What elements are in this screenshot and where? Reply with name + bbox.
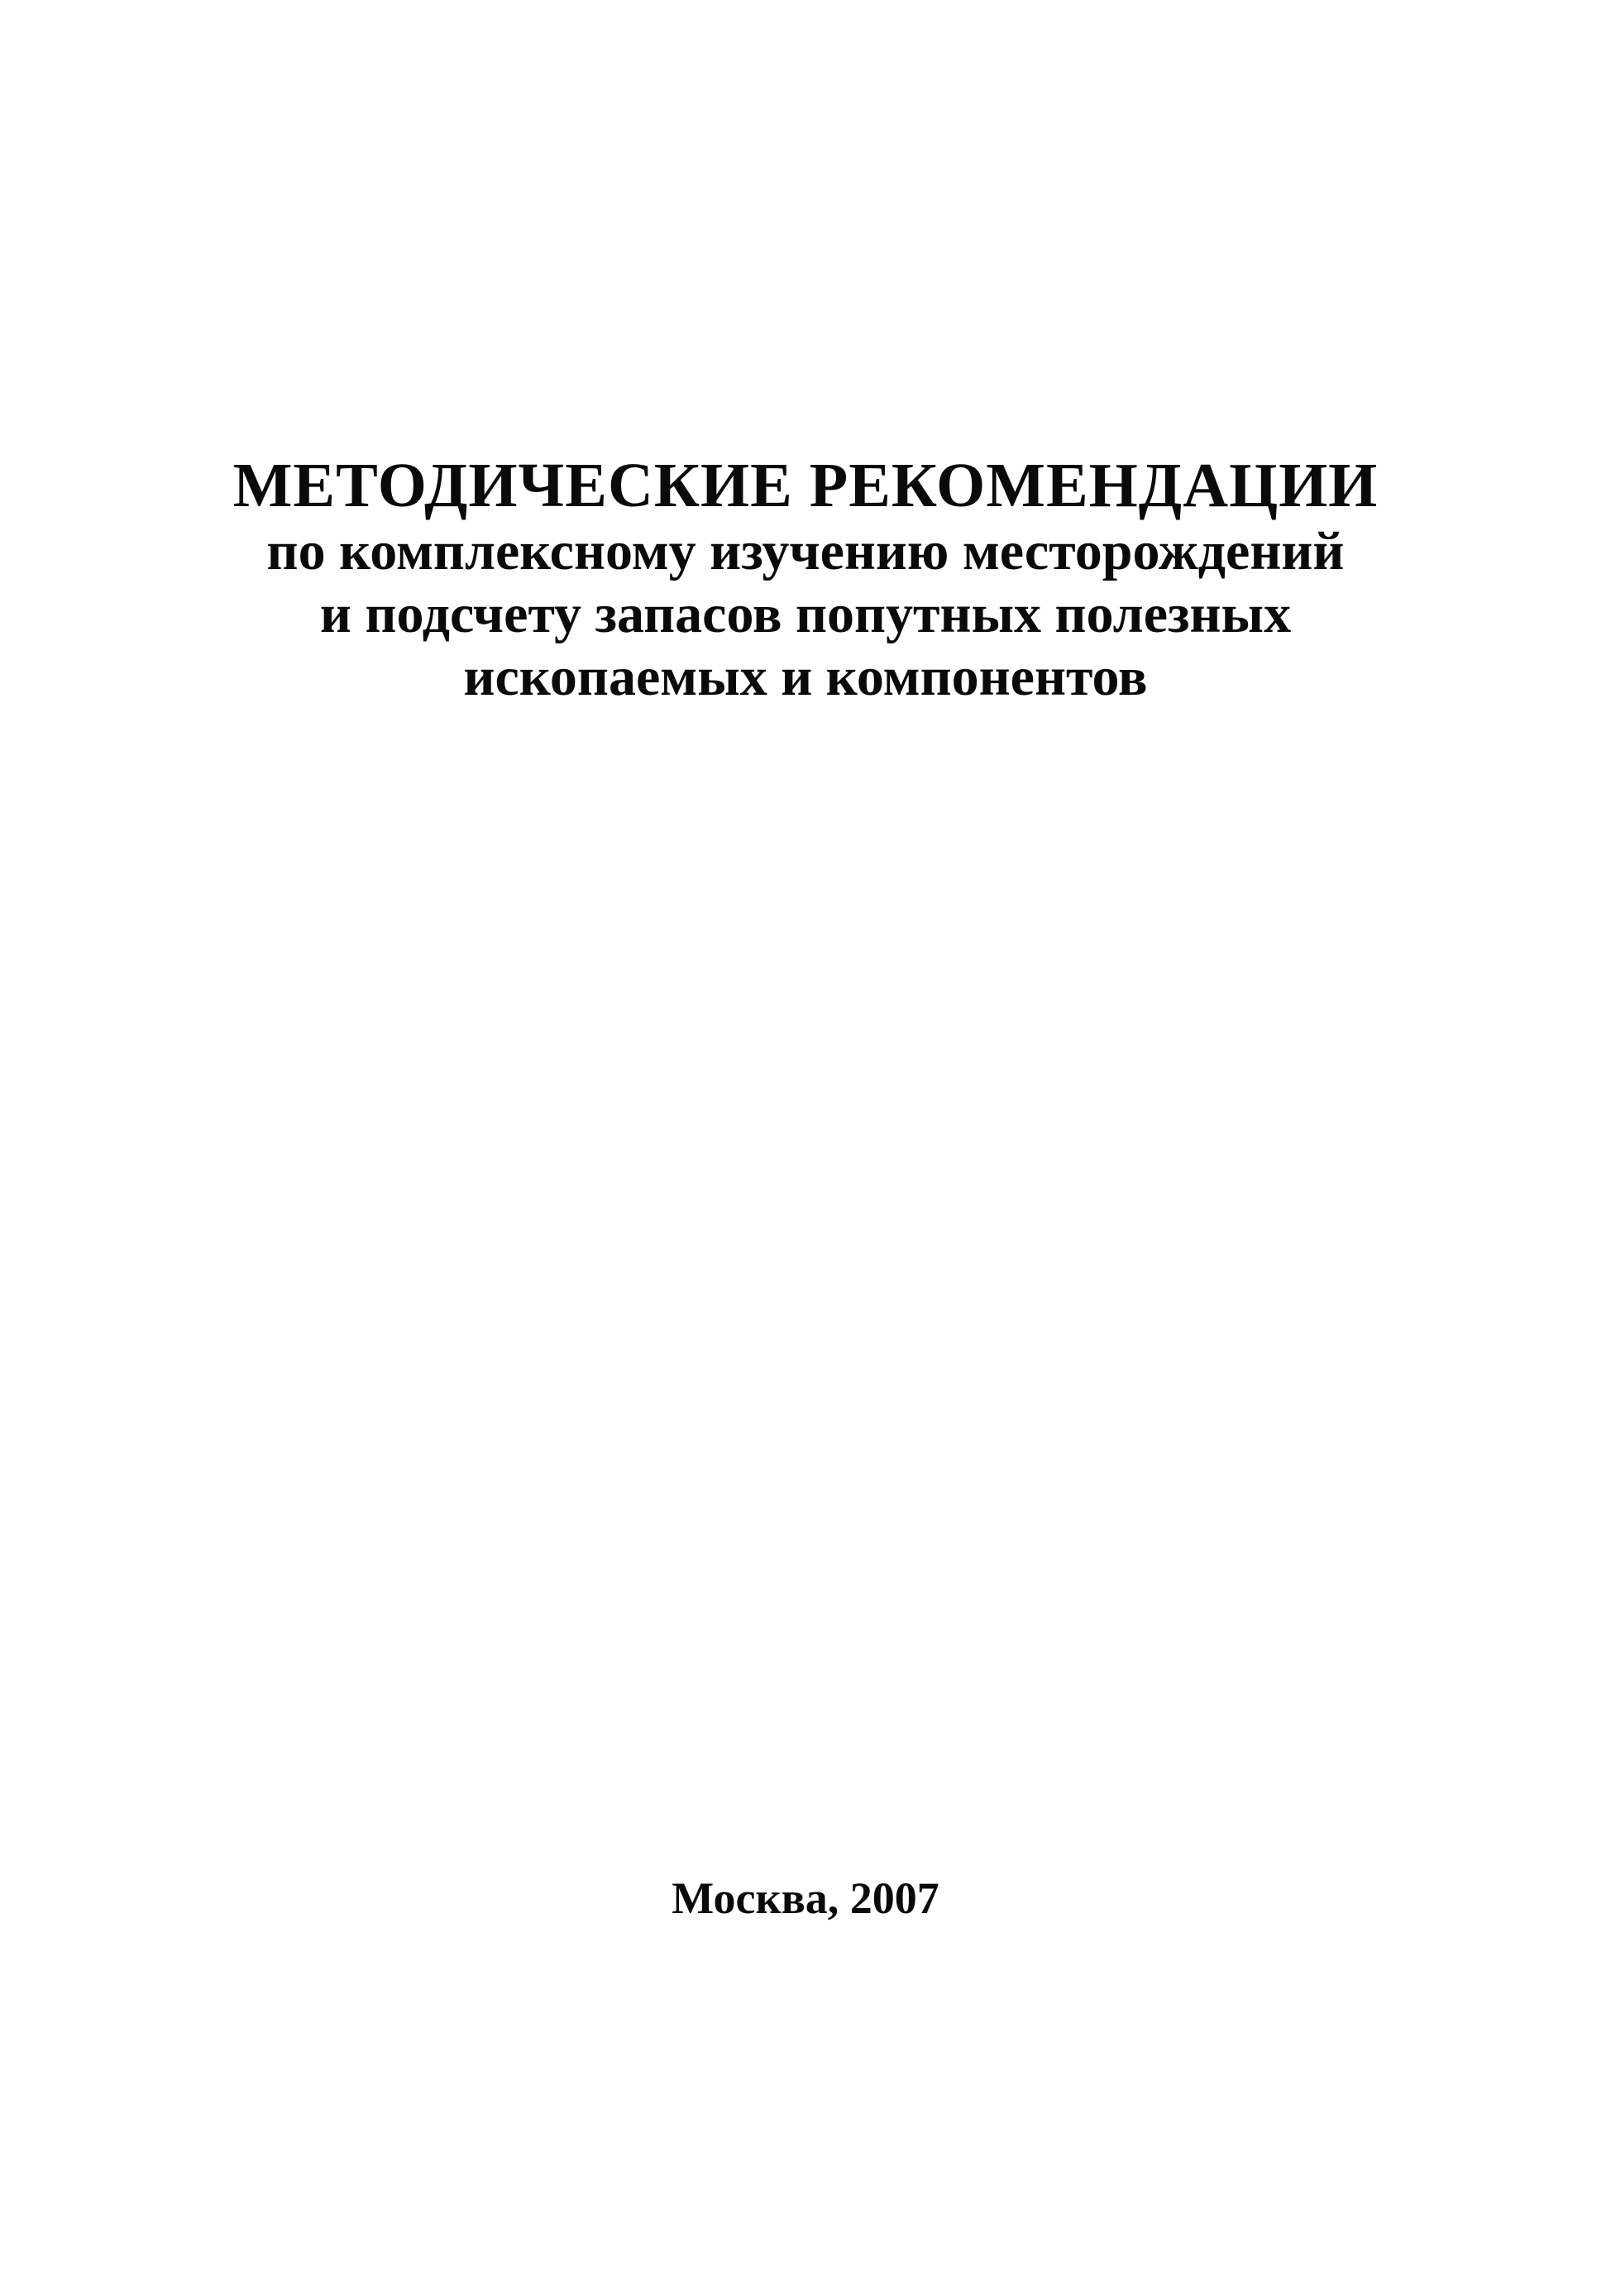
place-year: Москва, 2007 <box>672 1873 939 1923</box>
subtitle-line-2: и подсчету запасов попутных полезных <box>319 584 1292 644</box>
subtitle-line-3: ископаемых и компонентов <box>463 647 1148 707</box>
document-title: МЕТОДИЧЕСКИЕ РЕКОМЕНДАЦИИ <box>232 451 1379 520</box>
subtitle-line-1: по комплексному изучению месторождений <box>266 521 1345 581</box>
title-block <box>0 451 1611 709</box>
